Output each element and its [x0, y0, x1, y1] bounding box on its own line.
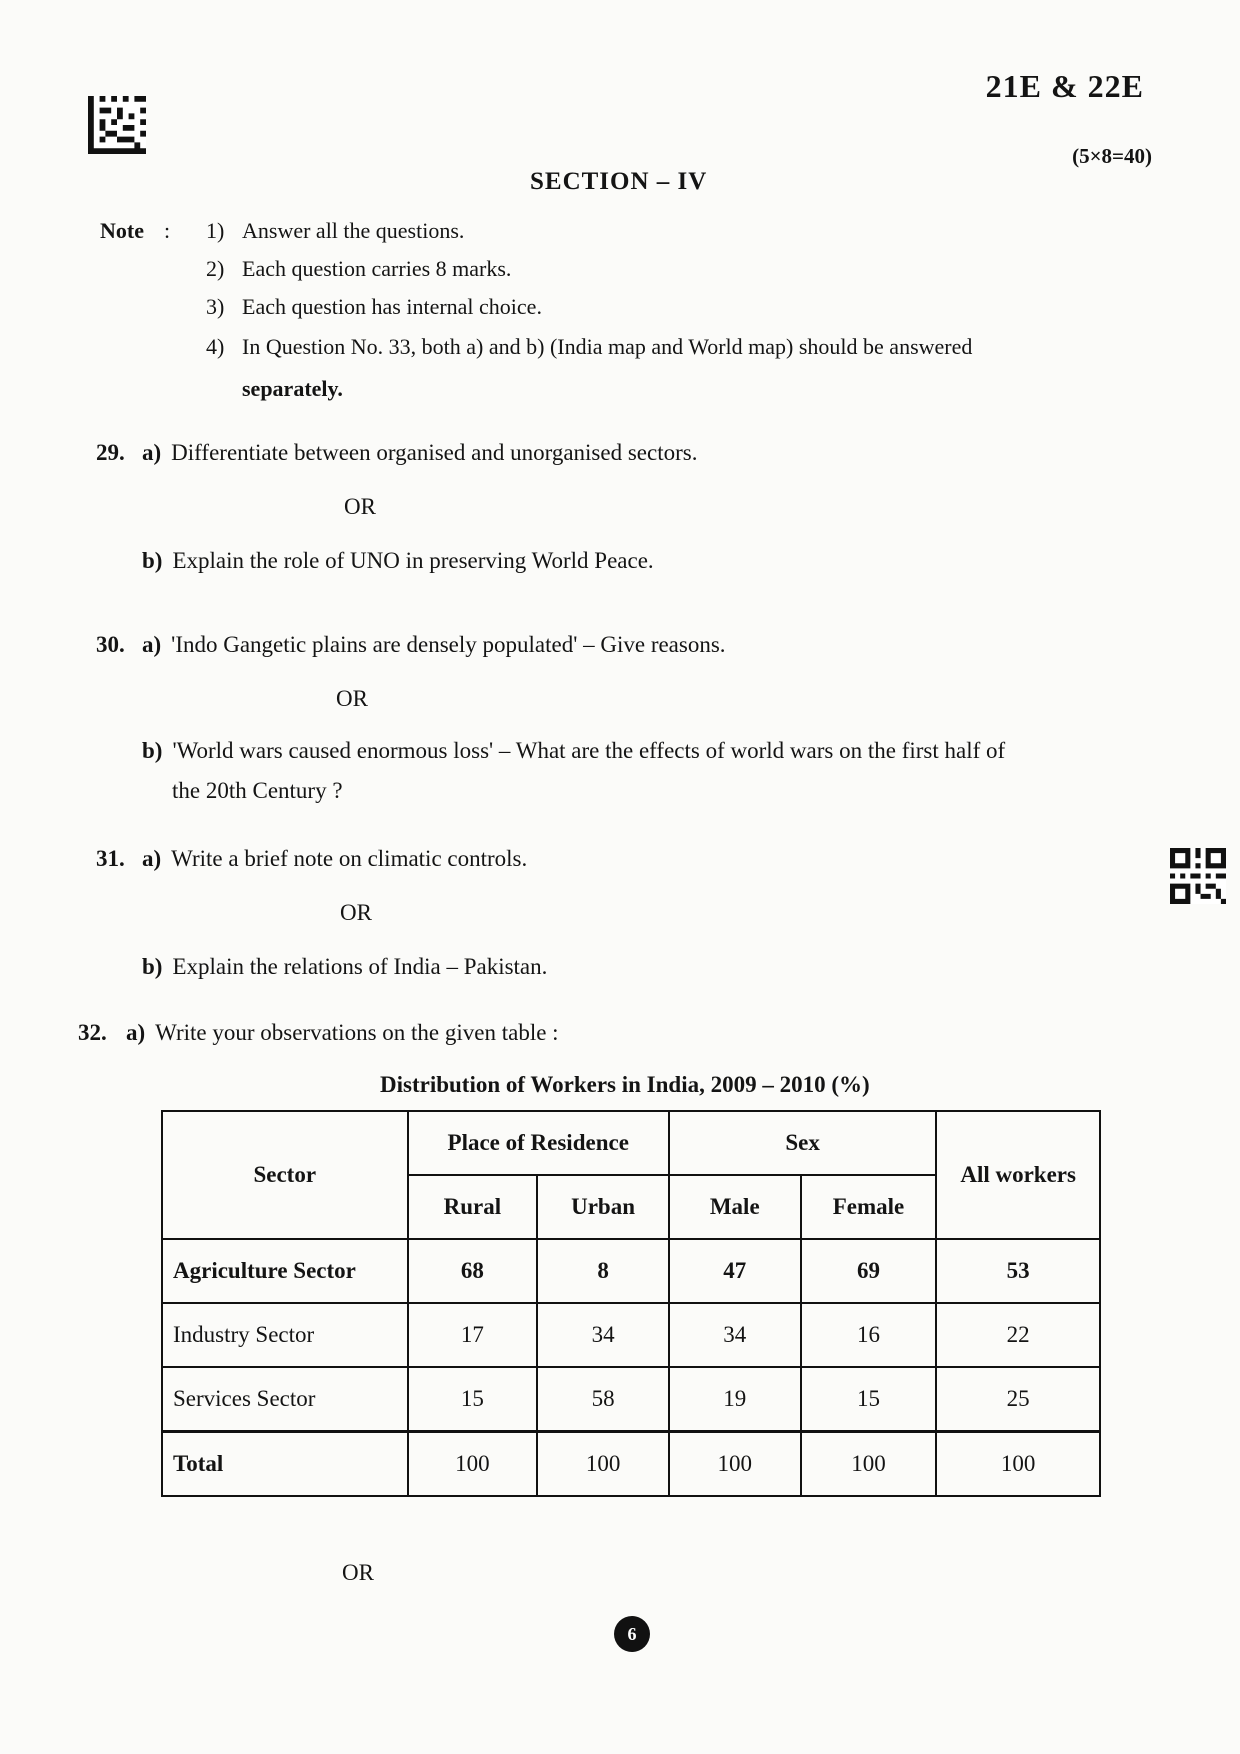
note-item — [206, 256, 511, 282]
cell-male: 19 — [669, 1367, 801, 1432]
question-text: Write your observations on the given table : — [155, 1020, 559, 1045]
note-colon: : — [164, 218, 171, 243]
table-row — [162, 1367, 1100, 1432]
or-separator: OR — [340, 900, 372, 925]
cell-all: 100 — [936, 1432, 1100, 1497]
qr-code-icon — [1170, 848, 1226, 904]
cell-female: 100 — [801, 1432, 937, 1497]
question-32a — [126, 1020, 559, 1046]
header-sex: Sex — [669, 1111, 936, 1175]
workers-distribution-table — [161, 1110, 1101, 1497]
or-separator: OR — [342, 1560, 374, 1585]
part-label: a) — [142, 632, 162, 657]
cell-sector: Agriculture Sector — [162, 1239, 408, 1303]
note-item-number: 3) — [206, 294, 225, 319]
header-urban: Urban — [537, 1175, 669, 1239]
header-male: Male — [669, 1175, 801, 1239]
question-text: 'World wars caused enormous loss' – What are the effects of world wars on the first half of — [172, 738, 1006, 763]
note-item-text: In Question No. 33, both a) and b) (India map and World map) should be answered — [242, 334, 973, 359]
note-item-number: 1) — [206, 218, 225, 243]
cell-sector: Services Sector — [162, 1367, 408, 1432]
question-31a — [142, 846, 527, 872]
question-text: Explain the role of UNO in preserving World Peace. — [172, 548, 654, 573]
question-29b — [142, 548, 654, 574]
cell-sector: Total — [162, 1432, 408, 1497]
note-item-text: Each question has internal choice. — [242, 294, 542, 319]
cell-rural: 15 — [408, 1367, 538, 1432]
note-item-number: 4) — [206, 334, 225, 359]
part-label: b) — [142, 954, 163, 979]
note-item-text: Answer all the questions. — [242, 218, 465, 243]
part-label: b) — [142, 738, 163, 763]
cell-rural: 100 — [408, 1432, 538, 1497]
note-item — [206, 218, 464, 244]
table-header-row — [162, 1111, 1100, 1175]
question-30b — [142, 738, 1005, 764]
header-place-of-residence: Place of Residence — [408, 1111, 669, 1175]
question-number: 29. — [96, 440, 125, 465]
cell-urban: 34 — [537, 1303, 669, 1367]
header-all-workers: All workers — [936, 1111, 1100, 1239]
cell-male: 34 — [669, 1303, 801, 1367]
question-text: Write a brief note on climatic controls. — [171, 846, 528, 871]
paper-code: 21E & 22E — [985, 68, 1144, 104]
cell-urban: 8 — [537, 1239, 669, 1303]
note-label: Note — [100, 218, 144, 243]
question-number: 31. — [96, 846, 125, 871]
header-rural: Rural — [408, 1175, 538, 1239]
part-label: a) — [142, 440, 162, 465]
table-total-row — [162, 1432, 1100, 1497]
or-separator: OR — [336, 686, 368, 711]
header-sector: Sector — [162, 1111, 408, 1239]
note-item — [206, 294, 542, 320]
note-continuation: separately. — [242, 376, 343, 401]
question-number: 32. — [78, 1020, 107, 1045]
question-text: Explain the relations of India – Pakistan. — [172, 954, 548, 979]
cell-rural: 17 — [408, 1303, 538, 1367]
note-item-text: Each question carries 8 marks. — [242, 256, 512, 281]
cell-rural: 68 — [408, 1239, 538, 1303]
question-number: 30. — [96, 632, 125, 657]
or-separator: OR — [344, 494, 376, 519]
part-label: a) — [126, 1020, 146, 1045]
part-label: a) — [142, 846, 162, 871]
cell-female: 16 — [801, 1303, 937, 1367]
cell-female: 69 — [801, 1239, 937, 1303]
cell-male: 100 — [669, 1432, 801, 1497]
question-29a — [142, 440, 697, 466]
table-row — [162, 1303, 1100, 1367]
header-female: Female — [801, 1175, 937, 1239]
table-row — [162, 1239, 1100, 1303]
marks-scheme: (5×8=40) — [1072, 144, 1152, 168]
cell-male: 47 — [669, 1239, 801, 1303]
cell-urban: 100 — [537, 1432, 669, 1497]
cell-all: 25 — [936, 1367, 1100, 1432]
part-label: b) — [142, 548, 163, 573]
question-text: Differentiate between organised and unorganised sectors. — [171, 440, 698, 465]
question-31b — [142, 954, 547, 980]
table-title: Distribution of Workers in India, 2009 – 2010 (%) — [380, 1072, 870, 1097]
question-30a — [142, 632, 726, 658]
cell-female: 15 — [801, 1367, 937, 1432]
note-item — [206, 334, 972, 360]
section-title: SECTION – IV — [530, 168, 708, 195]
cell-all: 53 — [936, 1239, 1100, 1303]
note-item-number: 2) — [206, 256, 225, 281]
cell-all: 22 — [936, 1303, 1100, 1367]
cell-sector: Industry Sector — [162, 1303, 408, 1367]
question-text-continuation: the 20th Century ? — [172, 778, 343, 803]
question-text: 'Indo Gangetic plains are densely populated' – Give reasons. — [171, 632, 726, 657]
cell-urban: 58 — [537, 1367, 669, 1432]
page-number: 6 — [614, 1616, 650, 1652]
datamatrix-code-icon — [88, 96, 146, 154]
